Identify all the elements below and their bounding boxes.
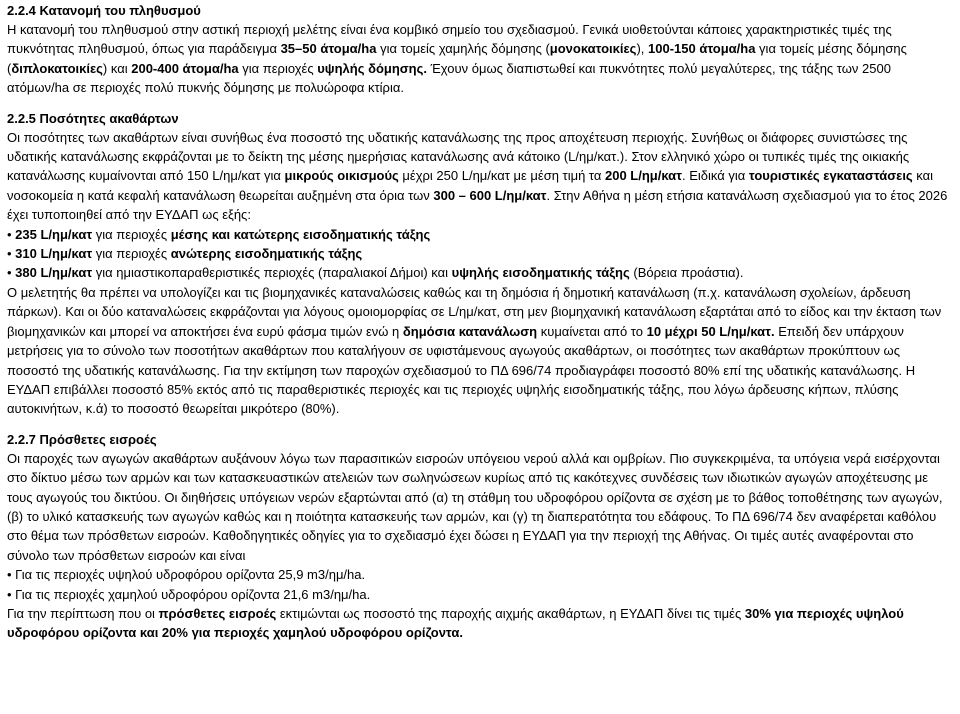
bullet-item: [7, 244, 951, 263]
bold-run: 10 μέχρι 50 L/ημ/κατ.: [646, 323, 775, 339]
bold-run: 100-150 άτομα/ha: [648, 41, 756, 57]
text-run: ) και: [102, 60, 132, 76]
bold-run: υψηλής εισοδηματικής τάξης: [451, 265, 630, 281]
paragraph-additional-inflows: Οι παροχές των αγωγών ακαθάρτων αυξάνουν λόγω των παρασιτικών εισροών υπόγειου νερού αλλά και ομβρίων. Πιο συγκεκριμένα, τα υπόγεια νερά εισέρχονται στο δίκτυο μέσω των αρμών και των κατασκευαστικών ατελειών των σωληνώσεων κυρίως από τις κακότεχνες συνδέσεις των ιδιωτικών αγωγών αποχέτευσης με τους αγωγούς του δικτύου. Οι διηθήσεις υπόγειων νερών εξαρτώνται από (α) τη στάθμη του υδροφόρου ορίζοντα σε σχέση με το βάθος τοποθέτησης των αγωγών, (β) το υλικό κατασκευής των αγωγών καθώς και η ποιότητα κατασκευής των αρμών, και (γ) τη διαπερατότητα του εδάφους. Το ΠΔ 696/74 δεν αναφέρεται καθόλου στο θέμα των πρόσθετων εισροών. Καθοδηγητικές οδηγίες για το σχεδιασμό έχει δώσει η ΕΥΔΑΠ για την περιοχή της Αθήνας. Οι τιμές αυτές αναφέρονται στο σύνολο των πρόσθετων εισροών και είναι: [7, 450, 943, 563]
bold-run: διπλοκατοικίες: [11, 60, 103, 76]
text-run: για τομείς χαμηλής δόμησης (: [376, 41, 550, 57]
text-run: μέχρι 250 L/ημ/κατ με μέση τιμή τα: [398, 168, 605, 184]
section-heading-2-2-4: 2.2.4 Κατανομή του πληθυσμού: [7, 3, 201, 18]
paragraph-inflow-percentages: [7, 604, 951, 643]
text-run: Έχουν όμως διαπιστωθεί και πυκνότητες πολύ μεγαλύτερες, της τάξης των 2500 ατόμων/ha σε περιοχές πολύ πυκνής δόμησης με πολυώροφα κτίρια.: [7, 60, 891, 96]
text-run: για περιοχές: [238, 60, 318, 76]
text-run: Οι ποσότητες των ακαθάρτων είναι συνήθως ένα ποσοστό της υδατικής κατανάλωσης της προς αποχέτευση περιοχής. Συνήθως οι διάφορες συνιστώσες της υδατικής κατανάλωσης εκφράζονται με το δείκτη της μέσης ημερήσιας κατανάλωσης ανά κάτοικο (L/ημ/κατ.). Στον ελληνικό χώρο οι τυπικές τιμές της οικιακής κατανάλωσης κυμαίνονται από 150 L/ημ/κατ για: [7, 129, 910, 184]
bold-run: μονοκατοικίες: [549, 41, 637, 57]
bold-run: 235 L/ημ/κατ: [15, 226, 93, 242]
text-run: και νοσοκομεία η κατά κεφαλή κατανάλωση θεωρείται αυξημένη στα όρια των: [7, 168, 934, 203]
bold-run: 380 L/ημ/κατ: [15, 265, 93, 281]
bold-run: δημόσια κατανάλωση: [402, 323, 538, 339]
text-run: για τομείς μέσης δόμησης (: [7, 41, 907, 76]
bold-run: πρόσθετες εισροές: [158, 605, 277, 621]
bullet-item: • Για τις περιοχές χαμηλού υδροφόρου ορίζοντα 21,6 m3/ημ/ha.: [7, 586, 371, 602]
text-run: Η κατανομή του πληθυσμού στην αστική περιοχή μελέτης είναι ένα κομβικό σημείο του σχεδιασμού. Γενικά υιοθετούνται κάποιες χαρακτηριστικές τιμές της πυκνότητας πληθυσμού, όπως για παράδειγμα: [7, 22, 892, 57]
bold-run: 300 – 600 L/ημ/κατ: [433, 187, 547, 203]
bullet-item: [7, 263, 951, 282]
text-run: για περιοχές: [92, 226, 171, 242]
bold-run: 200-400 άτομα/ha: [131, 60, 239, 76]
section-heading-2-2-5: 2.2.5 Ποσότητες ακαθάρτων: [7, 110, 179, 126]
text-run: για περιοχές: [92, 246, 171, 262]
bullet-item: • Για τις περιοχές υψηλού υδροφόρου ορίζοντα 25,9 m3/ημ/ha.: [7, 567, 366, 583]
text-run: ),: [636, 41, 649, 57]
bold-run: 35–50 άτομα/ha: [280, 41, 377, 57]
bold-run: 310 L/ημ/κατ: [15, 246, 93, 262]
bold-run: υψηλής δόμησης.: [317, 60, 427, 76]
section-heading-2-2-7: 2.2.7 Πρόσθετες εισροές: [7, 431, 157, 447]
text-run: (Βόρεια προάστια).: [629, 265, 744, 281]
paragraph-wastewater-quantities: [7, 128, 951, 225]
text-run: κυμαίνεται από το: [537, 323, 647, 339]
text-run: Επειδή δεν υπάρχουν μετρήσεις για το σύνολο των ποσοτήτων ακαθάρτων που καταλήγουν σε υφιστάμενους αγωγούς ακαθάρτων, οι ποσότητες των ακαθάρτων προκύπτουν ως ποσοστό της υδατικής κατανάλωσης. Για την εκτίμηση των παροχών σχεδιασμού το ΠΔ 696/74 προδιαγράφει ποσοστό 80% επί της υδατικής κατανάλωσης. Η ΕΥΔΑΠ επιβάλλει ποσοστό 85% εκτός από τις παραθεριστικές περιοχές και τις περιοχές υψηλής εισοδηματικής τάξης, που λόγω άρδευσης κήπων, πλύσης αυτοκινήτων, κ.ά) το ποσοστό θεωρείται μικρότερο (80%).: [7, 323, 916, 417]
bold-run: μικρούς οικισμούς: [284, 168, 399, 184]
text-run: για ημιαστικοπαραθεριστικές περιοχές (παραλιακοί Δήμοι) και: [92, 265, 452, 281]
text-run: . Στην Αθήνα η μέση ετήσια κατανάλωση σχεδιασμού για το έτος 2026 έχει τυποποιηθεί από την ΕΥΔΑΠ ως εξής:: [7, 187, 948, 223]
text-run: εκτιμώνται ως ποσοστό της παροχής αιχμής ακαθάρτων, η ΕΥΔΑΠ δίνει τις τιμές: [276, 605, 745, 621]
spacer: [7, 98, 951, 109]
paragraph-population-distribution: [7, 20, 951, 98]
bullet-mark: •: [7, 226, 16, 242]
bullet-mark: •: [7, 265, 16, 281]
spacer: [7, 419, 951, 430]
bullet-mark: •: [7, 246, 16, 262]
bold-run: μέσης και κατώτερης εισοδηματικής τάξης: [170, 226, 431, 242]
bold-run: 30% για περιοχές υψηλού υδροφόρου ορίζοντα και 20% για περιοχές χαμηλού υδροφόρου ορίζοντα.: [7, 605, 904, 641]
bold-run: τουριστικές εγκαταστάσεις: [748, 168, 913, 184]
paragraph-industrial-consumption: [7, 283, 951, 419]
bold-run: 200 L/ημ/κατ: [605, 168, 682, 184]
text-run: Ο μελετητής θα πρέπει να υπολογίζει και τις βιομηχανικές καταναλώσεις καθώς και τη δημόσια ή δημοτική κατανάλωση (π.χ. κατανάλωση σχολείων, άρδευση πάρκων). Και οι δύο καταναλώσεις εκφράζονται για λόγους ομοιομορφίας σε L/ημ/κατ, στη μεν βιομηχανική κατανάλωση εξαρτάται από το είδος και την έκταση των βιομηχανικών και μπορεί να αποκτήσει ένα ευρύ φάσμα τιμών ενώ η: [7, 284, 942, 339]
text-run: Για την περίπτωση που οι: [7, 605, 159, 621]
text-run: . Ειδικά για: [681, 168, 749, 184]
bullet-item: [7, 225, 951, 244]
bold-run: ανώτερης εισοδηματικής τάξης: [170, 246, 363, 262]
